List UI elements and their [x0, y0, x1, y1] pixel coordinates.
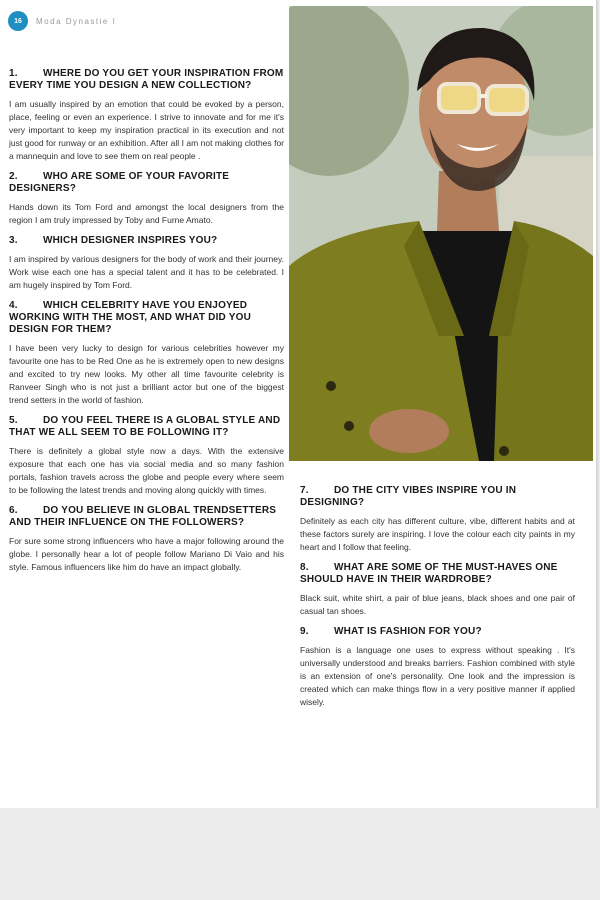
answer-text: Hands down its Tom Ford and amongst the local designers from the region I am truly impressed by Toby and Furne Amato. [9, 202, 284, 225]
question-text: WHAT ARE SOME OF THE MUST-HAVES ONE SHOULD HAVE IN THEIR WARDROBE? [300, 562, 558, 585]
page-edge-shadow [596, 0, 600, 808]
answer-text: I am inspired by various designers for the body of work and their journey. Work wise each one has a special talent and it has to be celebrated. I am hugely inspired by Tom Ford. [9, 254, 284, 290]
question-heading [9, 505, 284, 529]
left-column [9, 68, 284, 582]
question-text: DO YOU BELIEVE IN GLOBAL TRENDSETTERS AND THEIR INFLUENCE ON THE FOLLOWERS? [9, 505, 277, 528]
qa-item [300, 562, 575, 618]
page-number-badge: 16 [8, 11, 28, 31]
answer-text: Fashion is a language one uses to express without speaking . It's universally understood and breaks barriers. Fashion combined with style is an extension of one's personality. One look and the impression is created which can make things flow in a very positive manner if applied wisely. [300, 645, 575, 707]
answer-text: Black suit, white shirt, a pair of blue jeans, black shoes and one pair of casual tan shoes. [300, 593, 575, 616]
qa-item [9, 171, 284, 227]
qa-item [300, 626, 575, 709]
question-number: 9. [300, 626, 309, 637]
qa-item [9, 300, 284, 407]
question-heading [9, 68, 284, 92]
answer-text: Definitely as each city has different culture, vibe, different habits and at these factors surely are inspiring. I love the colour each city paints in my heart and I follow that feeling. [300, 516, 575, 552]
question-number: 3. [9, 235, 18, 246]
right-column [300, 485, 575, 717]
question-text: WHAT IS FASHION FOR YOU? [334, 626, 482, 637]
question-heading [300, 485, 575, 509]
question-number: 5. [9, 415, 18, 426]
answer-text: For sure some strong influencers who have a major following around the globe. I personally hear a lot of people follow Mariano Di Vaio and his style. Famous influencers like him do have an impact globally. [9, 536, 284, 572]
qa-item [9, 235, 284, 292]
question-text: WHICH DESIGNER INSPIRES YOU? [43, 235, 218, 246]
question-number: 8. [300, 562, 309, 573]
question-number: 1. [9, 68, 18, 79]
question-number: 6. [9, 505, 18, 516]
question-number: 7. [300, 485, 309, 496]
question-text: WHERE DO YOU GET YOUR INSPIRATION FROM EVERY TIME YOU DESIGN A NEW COLLECTION? [9, 68, 284, 91]
qa-item [9, 505, 284, 574]
question-text: DO THE CITY VIBES INSPIRE YOU IN DESIGNING? [300, 485, 517, 508]
question-text: WHICH CELEBRITY HAVE YOU ENJOYED WORKING WITH THE MOST, AND WHAT DID YOU DESIGN FOR THEM? [9, 300, 252, 335]
question-heading [300, 626, 575, 638]
question-text: WHO ARE SOME OF YOUR FAVORITE DESIGNERS? [9, 171, 230, 194]
answer-text: There is definitely a global style now a days. With the extensive exposure that each one has via social media and so many fashion portals, fashion travels across the globe and people every where seem to be following the latest trends and moving along quickly with times. [9, 446, 284, 495]
question-heading [9, 415, 284, 439]
question-text: DO YOU FEEL THERE IS A GLOBAL STYLE AND THAT WE ALL SEEM TO BE FOLLOWING IT? [9, 415, 281, 438]
page-header [8, 10, 116, 32]
question-number: 2. [9, 171, 18, 182]
qa-item [9, 68, 284, 163]
question-number: 4. [9, 300, 18, 311]
question-heading [9, 300, 284, 336]
qa-item [9, 415, 284, 497]
answer-text: I am usually inspired by an emotion that could be evoked by a person, place, feeling or even an experience. I strive to innovate and for me it's very important to keep my inspiration practical in its execution and not just good for runway or an exhibition. After all I am not making clothes for a mannequin and love to see them on real people . [9, 99, 284, 161]
question-heading [300, 562, 575, 586]
qa-item [300, 485, 575, 554]
magazine-title: Moda Dynastie I [36, 16, 117, 26]
question-heading [9, 171, 284, 195]
answer-text: I have been very lucky to design for various celebrities however my favourite one has to be Red One as he is extremely open to new designs and excited to try new looks. My other all time favourite celebrity is Ranveer Singh who is not just a brilliant actor but one of the biggest trend setters in the world of fashion. [9, 343, 284, 405]
portrait-photo [289, 6, 593, 461]
question-heading [9, 235, 284, 247]
portrait-illustration [289, 6, 593, 461]
